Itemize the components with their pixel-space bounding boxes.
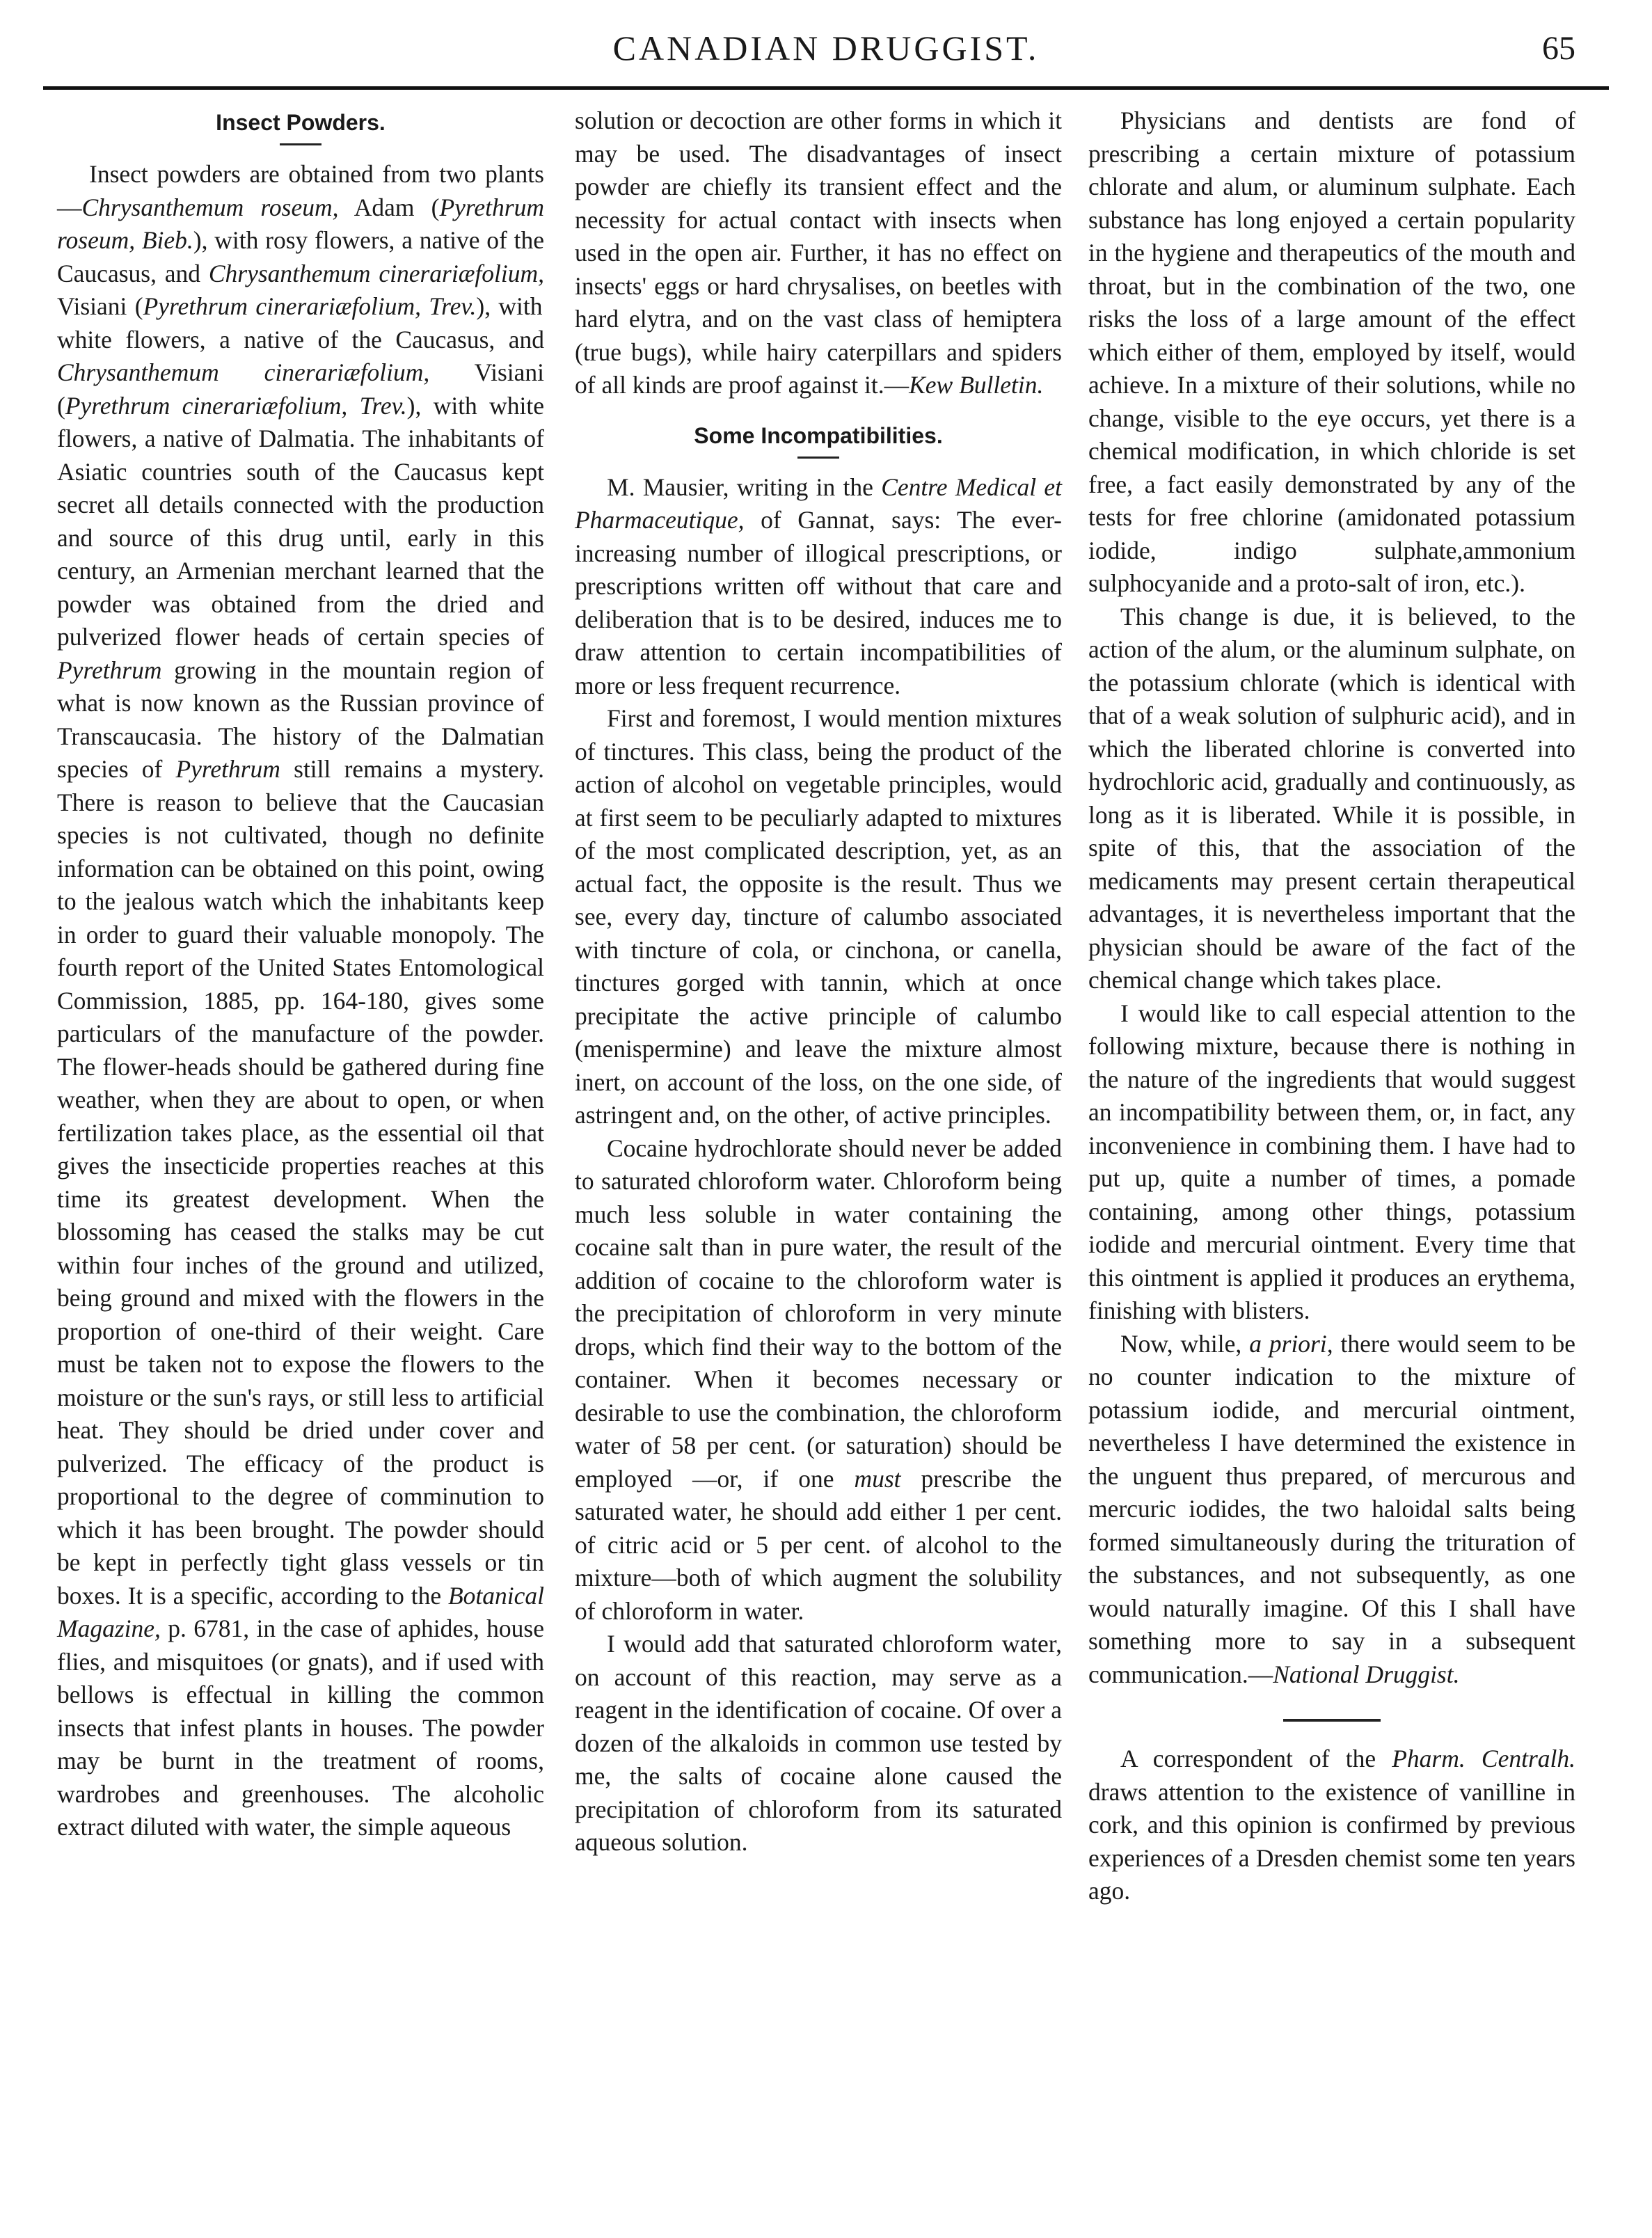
text-run: Adam ( (338, 193, 440, 221)
column-3 (1088, 104, 1575, 2220)
text-run: prescribe the saturated water, he should add either 1 per cent. of citric acid or 5 per cent. of alcohol to the mixture—both of which augment the solubility of chloroform in water. (575, 1464, 1062, 1625)
article-paragraph (1088, 1328, 1575, 1692)
italic-run: Chrysanthemum cinerariæfolium, (208, 259, 544, 287)
article-paragraph-continued (575, 104, 1062, 402)
text-run: ), with white flowers, a native of Dalmatia. The inhabitants of Asiatic countries south of the Caucasus kept secret all details connected with the production and source of this drug until, early in this century, an Armenian merchant learned that the powder was obtained from the dried and pulverized flower heads of certain species of (57, 391, 544, 651)
text-run: solution or decoction are other forms in which it may be used. The disadvantages of insect powder are chiefly its transient effect and the necessity for actual contact with insects when used in the open air. Further, it has no effect on insects' eggs or hard chrysalises, on beetles with hard elytra, and on the vast class of hemiptera (true bugs), while hairy caterpillars and spiders of all kinds are proof against it.— (575, 106, 1062, 399)
italic-run: a priori, (1249, 1329, 1333, 1358)
italic-run: Pyrethrum (175, 755, 280, 783)
article-paragraph: I would add that saturated chloroform water, on account of this reaction, may serve as a reagent in the identification of cocaine. Of over a dozen of the alkaloids in common use tested by me, the salts of cocaine alone caused the precipitation of chloroform from its saturated aqueous solution. (575, 1630, 1062, 1856)
text-run: there would seem to be no counter indication to the mixture of potassium iodide, and mercurial ointment, nevertheless I have determined the existence in the unguent thus prepared, of mercurous and mercuric iodides, the two haloidal salts being formed simultaneously during the trituration of the substances, and not subsequently, as one would naturally imagine. Of this I shall have something more to say in a subsequent communication.— (1088, 1329, 1576, 1688)
source-credit: Kew Bulletin. (909, 371, 1044, 399)
article-paragraph (575, 1132, 1062, 1628)
article-paragraph: This change is due, it is believed, to the action of the alum, or the aluminum sulphate, on the potassium chlorate (which is identical with that of a weak solution of sulphuric acid), and in which the liberated chlorine is converted into hydrochloric acid, gradually and continuously, as long as it is liberated. While it is possible, in spite of this, that the association of the medicaments may present certain therapeutical advantages, it is nevertheless important that the physician should be aware of the fact of the chemical change which takes place. (1088, 602, 1575, 994)
section-divider (1283, 1719, 1381, 1722)
journal-title: CANADIAN DRUGGIST. (612, 29, 1040, 68)
text-run: ), with white flowers, a native of the Caucasus, and (57, 292, 544, 354)
text-run: of Gannat, says: The ever-increasing number of illogical prescriptions, or prescriptions written off without that care and deliberation that is to be desired, induces me to draw attention to certain incompatibilities of more or less frequent recurrence. (575, 506, 1062, 699)
text-run: draws attention to the existence of vanilline in cork, and this opinion is confirmed by previous experiences of a Dresden chemist some ten years ago. (1088, 1777, 1575, 1905)
spacer (575, 402, 1062, 418)
text-run: still remains a mystery. There is reason to believe that the Caucasian species is not cultivated, though no definite information can be obtained on this point, owing to the jealous watch which the inhabitants keep in order to guard their valuable monopoly. The fourth report of the United States Entomological Commission, 1885, pp. 164-180, gives some particulars of the manufacture of the powder. The flower-heads should be gathered during fine weather, when they are about to open, or when fertilization takes place, as the essential oil that gives the insecticide properties reaches at this time its greatest development. When the blossoming has ceased the stalks may be cut within four inches of the ground and utilized, being ground and mixed with the flowers in the proportion of one-third of their weight. Care must be taken not to expose the flowers to the moisture or the sun's rays, or still less to artificial heat. They should be dried under cover and pulverized. The efficacy of the product is proportional to the degree of comminution to which it has been brought. The powder should be kept in perfectly tight glass vessels or tin boxes. It is a specific, according to the (57, 755, 544, 1610)
heading-rule (280, 143, 321, 145)
italic-run: Pyrethrum cinerariæfolium, Trev. (65, 391, 407, 420)
text-run: Visiani ( (57, 358, 545, 420)
text-run: growing in the mountain region of what is now known as the Russian province of Transcaucasia. The history of the Dalmatian species of (57, 656, 544, 783)
article-paragraph: Physicians and dentists are fond of prescribing a certain mixture of potassium chlorate and alum, or aluminum sulphate. Each substance has long enjoyed a certain popularity in the hygiene and therapeutics of the mouth and throat, but in the combination of the two, one risks the loss of a large amount of the effect which either of them, employed by itself, would achieve. In a mixture of their solutions, while no change, visible to the eye occurs, yet there is a chemical modification, in which chloride is set free, a fact easily demonstrated by any of the tests for free chlorine (amidonated potassium iodide, indigo sulphate,ammonium sulphocyanide and a proto-salt of iron, etc.). (1088, 106, 1575, 597)
text-run: p. 6781, in the case of aphides, house flies, and misquitoes (or gnats), and if used with bellows is effectual in killing the common insects that infest plants in houses. The powder may be burnt in the treatment of rooms, wardrobes and greenhouses. The alcoholic extract diluted with water, the simple aqueous (57, 1614, 544, 1841)
text-run: A correspondent of the (1120, 1745, 1392, 1772)
article-heading-insect-powders: Insect Powders. (216, 110, 386, 135)
column-1 (57, 104, 544, 2220)
italic-run: Pyrethrum cinerariæfolium, Trev. (143, 292, 477, 320)
text-run: Visiani ( (57, 292, 143, 320)
italic-run: Pyrethrum (57, 656, 162, 684)
text-run: Cocaine hydrochlorate should never be added to saturated chloroform water. Chloroform being much less soluble in water containing the cocaine salt than in pure water, the result of the addition of cocaine to the chloroform water is the precipitation of chloroform in very minute drops, which find their way to the bottom of the container. When it becomes necessary or desirable to use the combination, the chloroform water of 58 per cent. (or saturation) should be employed —or, if one (575, 1134, 1062, 1493)
italic-run: Pyrethrum roseum, Bieb. (57, 193, 544, 254)
article-heading-some-incompatibilities: Some Incompatibilities. (694, 422, 943, 448)
source-credit: National Druggist. (1273, 1660, 1460, 1688)
article-paragraph (57, 158, 544, 1844)
text-run: Insect powders are obtained from two plants— (57, 160, 544, 221)
article-paragraph: First and foremost, I would mention mixtures of tinctures. This class, being the product of the action of alcohol on vegetable principles, would at first seem to be peculiarly adapted to mixtures of the most complicated description, yet, as an actual fact, the opposite is the result. Thus we see, every day, tincture of calumbo associated with tincture of cola, or cinchona, or canella, tinctures gorged with tannin, which at once precipitate the active principle of calumbo (menispermine) and leave the mixture almost inert, on account of the loss, on the one side, of astringent and, on the other, of active principles. (575, 704, 1062, 1129)
header-rule (43, 86, 1609, 90)
text-run: Now, while, (1120, 1329, 1250, 1358)
running-head (0, 15, 1652, 78)
heading-rule (797, 457, 839, 459)
text-run: M. Mausier, writing in the (607, 473, 882, 501)
article-paragraph: I would like to call especial attention to the following mixture, because there is nothing in the nature of the ingredients that would suggest an incompatibility between them, or, in fact, any inconvenience in combining them. I have had to put up, quite a number of times, a pomade containing, among other things, potassium iodide and mercurial ointment. Every time that this ointment is applied it produces an erythema, finishing with blisters. (1088, 999, 1575, 1324)
article-paragraph (575, 471, 1062, 703)
article-paragraph (1088, 1743, 1575, 1908)
column-2 (575, 104, 1062, 2220)
italic-run: must (854, 1464, 901, 1493)
italic-run: Centre Medical et Pharmaceutique, (575, 473, 1062, 534)
italic-run: Chrysanthemum cinerariæfolium, (57, 358, 430, 386)
italic-run: Pharm. Centralh. (1392, 1745, 1575, 1772)
italic-run: Botanical Magazine, (57, 1581, 544, 1642)
text-run: ), with rosy flowers, a native of the Caucasus, and (57, 226, 544, 287)
italic-run: Chrysanthemum roseum, (81, 193, 339, 221)
page-number: 65 (1542, 30, 1575, 67)
